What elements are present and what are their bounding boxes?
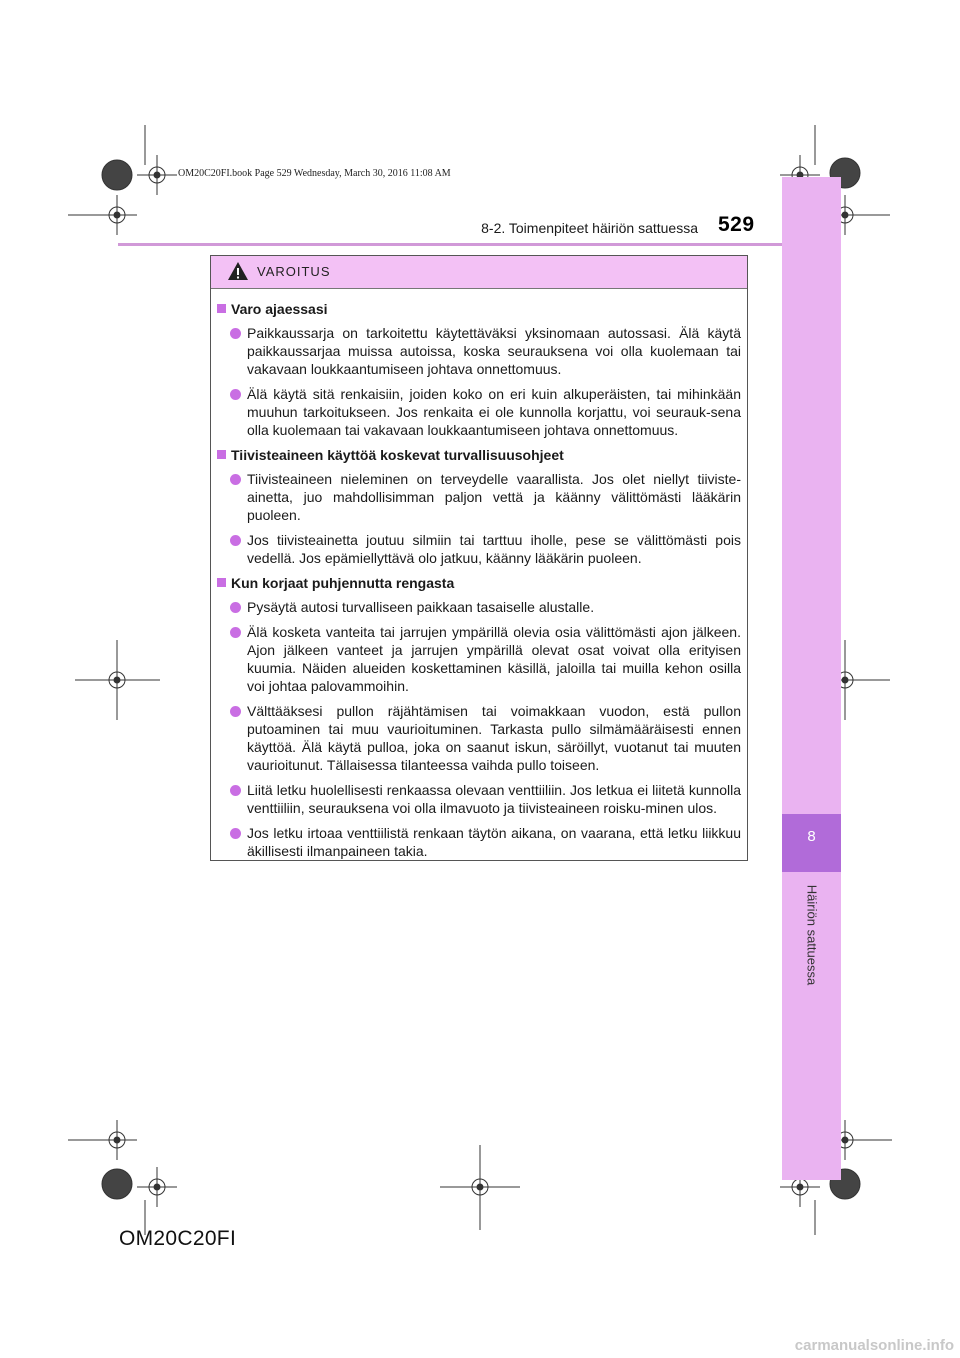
model-code: OM20C20FI <box>119 1227 237 1250</box>
list-item: Välttääksesi pullon räjähtämisen tai voimakkaan vuodon, estä pullon putoaminen tai muu vaurioituminen. Tarkasta pullo silmämääräisesti ennen käyttöä. Älä käytä pulloa, joka on saanut iskun, säröillyt, vuotanut tai muuten vaurioitunut. Tällaisessa tilanteessa vaihda pullo toiseen. <box>230 702 741 774</box>
list-item: Älä käytä sitä renkaisiin, joiden koko on eri kuin alkuperäisten, tai mihinkään muuhun tarkoitukseen. Jos renkaita ei ole kunnolla korjattu, voi seurauk-sena olla kuolemaan tai vakavaan loukkaantumiseen johtava onnettomuus. <box>230 385 741 439</box>
round-bullet-icon <box>230 328 241 339</box>
section-heading: Varo ajaessasi <box>217 300 741 318</box>
page-number: 529 <box>718 213 755 236</box>
warning-triangle-icon <box>227 261 249 281</box>
section-header: 8-2. Toimenpiteet häiriön sattuessa <box>481 220 698 236</box>
warning-header <box>211 256 747 289</box>
warning-box <box>210 255 748 861</box>
round-bullet-icon <box>230 389 241 400</box>
square-bullet-icon <box>217 578 226 587</box>
list-item: Paikkaussarja on tarkoitettu käytettäväksi yksinomaan autossasi. Älä käytä paikkaussarjaa muissa autoissa, koska seurauksena voi olla kuolemaan tai vakavaan loukkaantumiseen johtava onnettomuus. <box>230 324 741 378</box>
list-item: Pysäytä autosi turvalliseen paikkaan tasaiselle alustalle. <box>230 598 741 616</box>
section-heading: Tiivisteaineen käyttöä koskevat turvallisuusohjeet <box>217 446 741 464</box>
side-tab-label: Häiriön sattuessa <box>804 884 820 986</box>
list-item: Jos tiivisteainetta joutuu silmiin tai tarttuu iholle, pese se välittömästi pois vedellä. Jos epämiellyttävä olo jatkuu, käänny lääkärin puoleen. <box>230 531 741 567</box>
watermark: carmanualsonline.info <box>794 1337 954 1354</box>
square-bullet-icon <box>217 450 226 459</box>
list-item: Jos letku irtoaa venttiilistä renkaan täytön aikana, on vaarana, että letku liikkuu äkillisesti ilmanpaineen takia. <box>230 824 741 860</box>
side-tab-number: 8 <box>807 828 816 845</box>
header-rule <box>118 243 782 246</box>
round-bullet-icon <box>230 602 241 613</box>
round-bullet-icon <box>230 535 241 546</box>
section-heading: Kun korjaat puhjennutta rengasta <box>217 574 741 592</box>
list-item: Liitä letku huolellisesti renkaassa olevaan venttiiliin. Jos letkua ei liitetä kunnolla venttiiliin, seurauksena voi olla ilmavuoto ja tiivisteaineen roisku-minen ulos. <box>230 781 741 817</box>
warning-title: VAROITUS <box>257 264 331 279</box>
warning-body <box>211 289 747 860</box>
side-tab <box>782 177 841 1180</box>
round-bullet-icon <box>230 706 241 717</box>
list-item: Tiivisteaineen nieleminen on terveydelle vaarallista. Jos olet niellyt tiiviste-ainetta, juo mahdollisimman paljon vettä ja käänny välittömästi lääkärin puoleen. <box>230 470 741 524</box>
round-bullet-icon <box>230 627 241 638</box>
square-bullet-icon <box>217 304 226 313</box>
round-bullet-icon <box>230 474 241 485</box>
print-stamp: OM20C20FI.book Page 529 Wednesday, March 30, 2016 11:08 AM <box>178 168 451 179</box>
round-bullet-icon <box>230 828 241 839</box>
round-bullet-icon <box>230 785 241 796</box>
list-item: Älä kosketa vanteita tai jarrujen ympärillä olevia osia välittömästi ajon jälkeen. Ajon jälkeen vanteet ja jarrujen ympärillä olevat osat voivat olla erityisen kuumia. Näiden alueiden koskettaminen käsillä, jaloilla tai muilla kehon osilla voi johtaa palovammoihin. <box>230 623 741 695</box>
